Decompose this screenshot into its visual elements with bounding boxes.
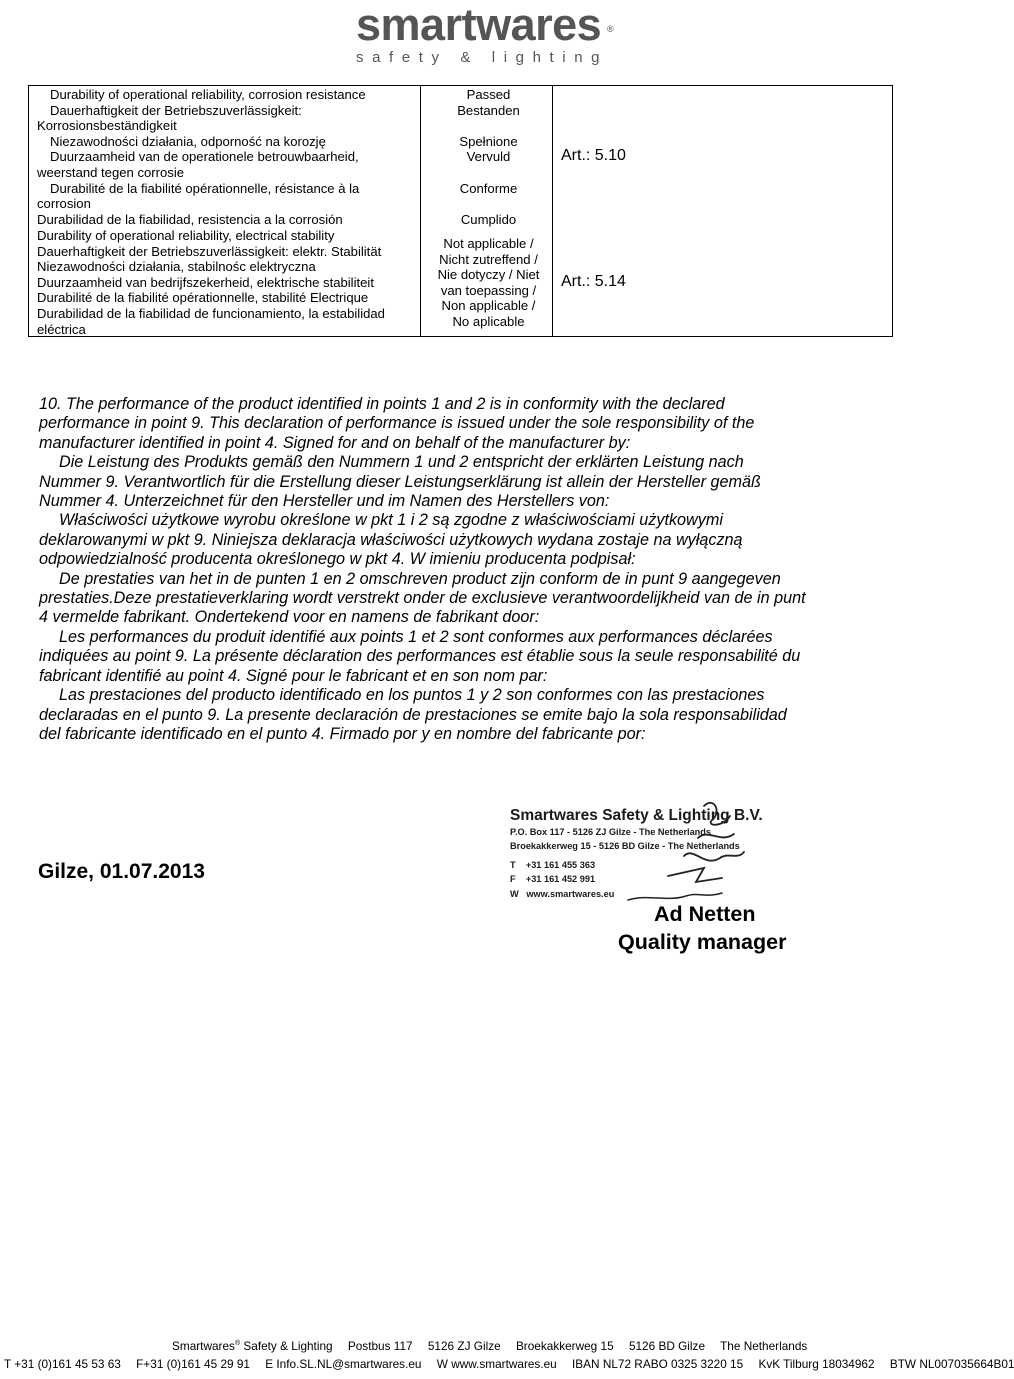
footer-btw: BTW NL007035664B01 xyxy=(889,1357,1014,1371)
stamp-line: P.O. Box 117 - 5126 ZJ Gilze - The Netherlands xyxy=(510,827,712,837)
description-line: Niezawodności działania, odporność na korozję xyxy=(50,133,326,149)
description-line: Dauerhaftigkeit der Betriebszuverlässigkeit: xyxy=(50,102,302,118)
logo-wordmark xyxy=(356,0,614,50)
row2-result xyxy=(427,236,550,330)
result-line: van toepassing / xyxy=(440,282,537,298)
footer-kvk: KvK Tilburg 18034962 xyxy=(758,1357,875,1371)
description-line: Durabilité de la fiabilité opérationnelle, stabilité Electrique xyxy=(37,290,369,306)
footer-street: Broekakkerweg 15 xyxy=(515,1339,614,1353)
result-line: Cumplido xyxy=(460,211,517,227)
declaration-es: Las prestaciones del producto identificado en los puntos 1 y 2 son conformes con las prestaciones declaradas en el punto 9. La presente declaración de prestaciones se emite bajo la sola responsabilidad del fabricante identificado en el punto 4. Firmado por y en nombre del fabricante por: xyxy=(39,686,787,743)
declaration-en: 10. The performance of the product identified in points 1 and 2 is in conformity with the declared performance in point 9. This declaration of performance is issued under the sole responsibility of the manufacturer identified in point 4. Signed for and on behalf of the manufacturer by: xyxy=(39,395,755,452)
result-line: Nicht zutreffend / xyxy=(439,251,538,267)
performance-table xyxy=(28,85,893,337)
stamp-line: Broekakkerweg 15 - 5126 BD Gilze - The Netherlands xyxy=(510,841,740,851)
description-line: Niezawodności działania, stabilnośc elektryczna xyxy=(37,259,316,275)
result-line: Vervuld xyxy=(466,149,511,165)
declaration-fr: Les performances du produit identifié aux points 1 et 2 sont conformes aux performances déclarées indiquées au point 9. La présente déclaration des performances est établie sous la seule responsabilité du fabricant identifié au point 4. Signé pour le fabricant et en son nom par: xyxy=(39,627,801,685)
stamp-line: T +31 161 455 363 xyxy=(510,860,596,870)
signatory xyxy=(618,900,786,956)
description-line: Duurzaamheid van de operationele betrouwbaarheid, xyxy=(50,149,359,165)
footer-email-label: E xyxy=(265,1357,274,1371)
footer-iban: IBAN NL72 RABO 0325 3220 15 xyxy=(572,1357,744,1371)
place-date: Gilze, 01.07.2013 xyxy=(38,860,205,883)
signatory-title: Quality manager xyxy=(618,930,787,954)
description-line: Durabilité de la fiabilité opérationnelle, résistance à la xyxy=(50,180,360,196)
description-line: Korrosionsbeständigkeit xyxy=(37,118,177,134)
result-line: Spełnione xyxy=(459,133,518,149)
footer-email[interactable]: Info.SL.NL@smartwares.eu xyxy=(276,1357,422,1371)
description-line: Duurzaamheid van bedrijfszekerheid, elektrische stabiliteit xyxy=(37,274,374,290)
row2-article: Art.: 5.14 xyxy=(561,273,626,290)
row2-description xyxy=(37,228,422,337)
description-line: Durability of operational reliability, corrosion resistance xyxy=(50,87,366,102)
result-line: Passed xyxy=(466,87,511,102)
stamp-line: W www.smartwares.eu xyxy=(510,889,615,899)
column-divider xyxy=(552,86,553,336)
description-line: Durabilidad de la fiabilidad, resistencia a la corrosión xyxy=(37,211,343,227)
description-line: eléctrica xyxy=(37,321,86,337)
footer-contacts xyxy=(4,1357,1014,1371)
signature-scribble xyxy=(628,893,722,900)
footer-company: Smartwares xyxy=(172,1339,235,1353)
footer-phone-label: T xyxy=(4,1357,11,1371)
description-line: Durabilidad de la fiabilidad de funcionamiento, la estabilidad xyxy=(37,305,385,321)
footer-address xyxy=(172,1339,807,1353)
declaration-paragraph xyxy=(39,395,809,744)
logo-brand-text: smartwares xyxy=(356,0,602,50)
logo-tagline: safety & lighting xyxy=(356,49,609,66)
footer-postcode: 5126 BD Gilze xyxy=(628,1339,706,1353)
row1-description xyxy=(37,87,422,227)
description-line: Durability of operational reliability, electrical stability xyxy=(37,228,335,243)
footer-registered-mark: ® xyxy=(234,1340,241,1348)
brand-logo xyxy=(356,0,614,66)
logo-registered-mark: ® xyxy=(607,24,614,34)
footer-postcode: 5126 ZJ Gilze xyxy=(427,1339,501,1353)
footer-website[interactable]: www.smartwares.eu xyxy=(451,1357,557,1371)
result-line: Not applicable / xyxy=(443,236,534,251)
company-stamp xyxy=(508,798,763,910)
footer-fax-label: F xyxy=(136,1357,144,1371)
signatory-name: Ad Netten xyxy=(654,902,756,926)
stamp-line: Smartwares Safety & Lighting B.V. xyxy=(510,807,763,824)
footer-country: The Netherlands xyxy=(720,1339,808,1353)
description-line: corrosion xyxy=(37,196,91,212)
footer-fax: +31 (0)161 45 29 91 xyxy=(143,1357,250,1371)
declaration-de: Die Leistung des Produkts gemäß den Nummern 1 und 2 entspricht der erklärten Leistung nach Nummer 9. Verantwortlich für die Erstellung dieser Leistungserklärung ist allein der Hersteller gemäß Nummer 4. Unterzeichnet für den Hersteller und im Namen des Herstellers von: xyxy=(39,453,761,511)
declaration-nl: De prestaties van het in de punten 1 en 2 omschreven product zijn conform de in punt 9 aangegeven prestaties.Deze prestatieverklaring wordt verstrekt onder de exclusieve verantwoordelijkheid van de in punt 4 vermelde fabrikant. Ondertekend voor en namens de fabrikant door: xyxy=(39,569,806,627)
footer-web-label: W xyxy=(436,1357,448,1371)
footer-phone: +31 (0)161 45 53 63 xyxy=(14,1357,121,1371)
description-line: Dauerhaftigkeit der Betriebszuverlässigkeit: elektr. Stabilität xyxy=(37,243,382,259)
footer-company-rest: Safety & Lighting xyxy=(243,1339,333,1353)
description-line: weerstand tegen corrosie xyxy=(37,164,185,180)
result-line: Non applicable / xyxy=(441,298,536,314)
row1-result xyxy=(427,87,550,227)
result-line: Bestanden xyxy=(457,102,520,118)
declaration-pl: Właściwości użytkowe wyrobu określone w pkt 1 i 2 są zgodne z właściwościami użytkowymi deklarowanymi w pkt 9. Niniejsza deklaracja właściwości użytkowych wydana zostaje na wyłączną odpowiedzialność producenta określonego w pkt 4. W imieniu producenta podpisał: xyxy=(39,511,743,569)
result-line: No aplicable xyxy=(452,313,525,329)
result-line: Conforme xyxy=(459,180,518,196)
result-line: Nie dotyczy / Niet xyxy=(437,267,540,283)
footer-postbus: Postbus 117 xyxy=(347,1339,413,1353)
row1-article: Art.: 5.10 xyxy=(561,147,626,164)
stamp-line: F +31 161 452 991 xyxy=(510,874,596,884)
